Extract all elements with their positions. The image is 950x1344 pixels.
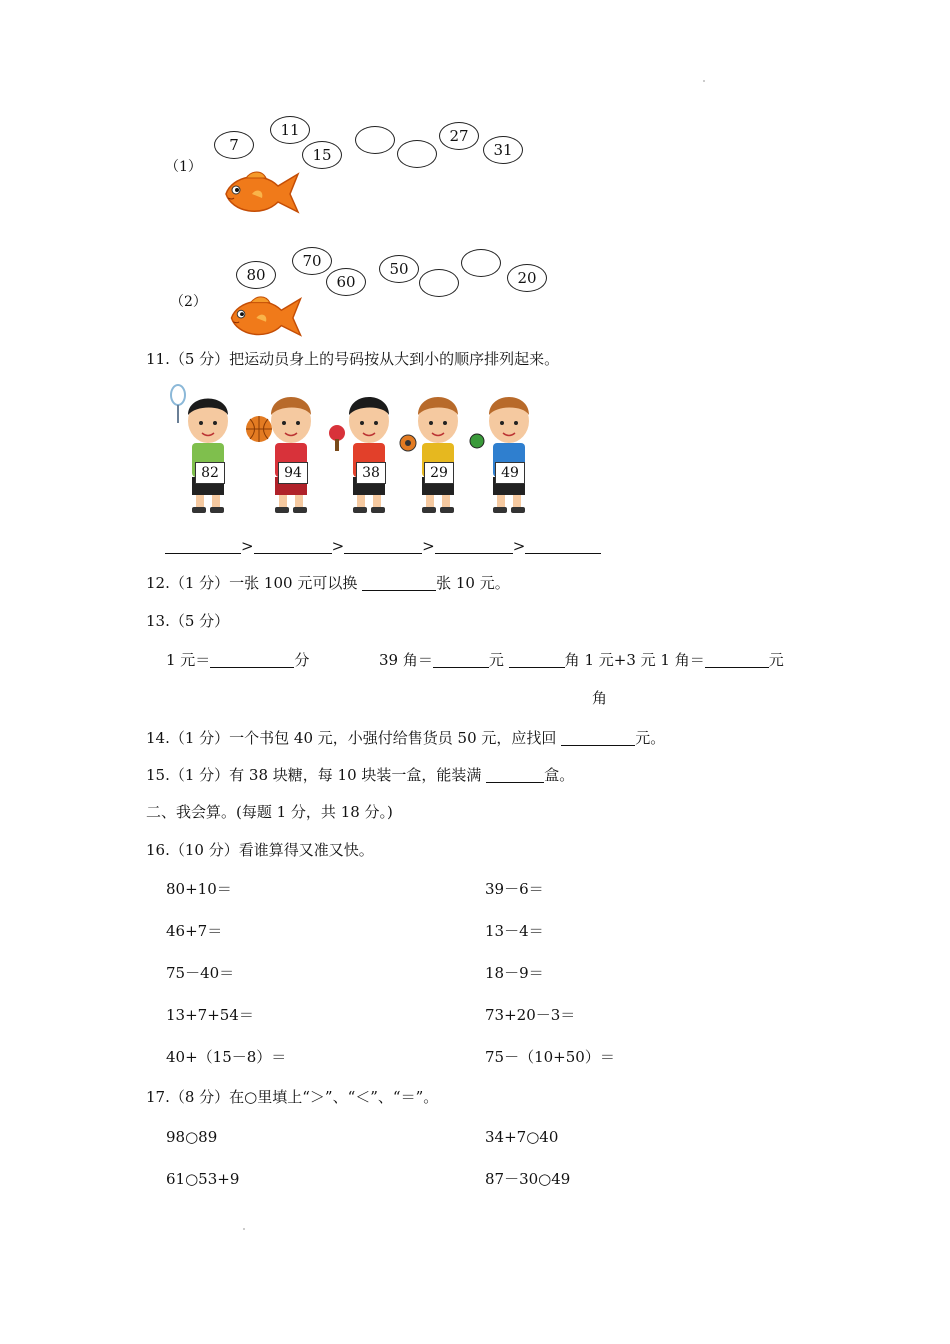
greater-than-sign: > (241, 537, 254, 555)
part1-label: （1） (165, 159, 202, 175)
answer-blank[interactable] (525, 537, 601, 554)
number-oval: 80 (236, 261, 276, 289)
answer-blank[interactable] (435, 537, 513, 554)
question-12-text: 12.（1 分）一张 100 元可以换 (146, 574, 363, 592)
answer-blank[interactable] (344, 537, 422, 554)
number-oval: 50 (379, 255, 419, 283)
compare-item: 61○53+9 (166, 1170, 240, 1188)
scan-dot (243, 1228, 245, 1230)
question-16-title: 16.（10 分）看谁算得又准又快。 (146, 841, 374, 859)
question-12 (146, 573, 510, 593)
q13b-text: 39 角＝ (379, 651, 433, 669)
answer-blank[interactable] (486, 766, 544, 783)
q13a-text: 1 元＝ (166, 651, 211, 669)
athlete-number: 82 (195, 462, 225, 484)
greater-than-sign: > (331, 537, 345, 555)
calc-item: 75－40＝ (166, 964, 235, 982)
calc-item: 39－6＝ (485, 880, 544, 898)
scan-dot (703, 80, 705, 82)
question-15-unit: 盒。 (544, 766, 575, 784)
athlete-number: 29 (424, 462, 454, 484)
question-13-title: 13.（5 分） (146, 612, 230, 630)
q13a-unit: 分 (294, 651, 310, 669)
compare-item: 87－30○49 (485, 1170, 571, 1188)
part2-label: （2） (170, 294, 207, 310)
question-14-text: 14.（1 分）一个书包 40 元，小强付给售货员 50 元，应找回 (146, 729, 562, 747)
answer-blank[interactable] (254, 537, 332, 554)
question-13a (166, 650, 309, 670)
greater-than-sign: > (512, 537, 526, 555)
question-13b (379, 650, 784, 670)
number-oval: 70 (292, 247, 332, 275)
athlete-basketball-icon (243, 383, 318, 518)
number-oval: 20 (507, 264, 547, 292)
greater-than-sign: > (422, 537, 435, 555)
question-15-text: 15.（1 分）有 38 块糖，每 10 块装一盒，能装满 (146, 766, 487, 784)
question-12-unit: 张 10 元。 (436, 574, 510, 592)
athlete-pingpong-icon (325, 383, 400, 518)
athlete-badminton-icon (166, 383, 236, 518)
q13c-unit-yuan: 元 (768, 651, 784, 669)
answer-blank[interactable] (433, 651, 489, 668)
number-oval: 11 (270, 116, 310, 144)
answer-blank[interactable] (705, 651, 769, 668)
q13b-unit-yuan: 元 (488, 651, 504, 669)
athlete-number: 94 (278, 462, 308, 484)
question-15 (146, 765, 574, 785)
calc-item: 80+10＝ (166, 880, 232, 898)
number-oval: 27 (439, 122, 479, 150)
compare-item: 34+7○40 (485, 1128, 559, 1146)
answer-blank[interactable] (210, 651, 294, 668)
question-17-title: 17.（8 分）在○里填上“＞”、“＜”、“＝”。 (146, 1088, 439, 1106)
calc-item: 75－（10+50）＝ (485, 1048, 615, 1066)
q13c-unit-jiao: 角 (592, 689, 608, 707)
goldfish-icon (222, 168, 302, 218)
calc-item: 40+（15－8）＝ (166, 1048, 287, 1066)
number-oval: 7 (214, 131, 254, 159)
athlete-number: 38 (356, 462, 386, 484)
calc-item: 46+7＝ (166, 922, 223, 940)
question-14 (146, 728, 665, 748)
athlete-number: 49 (495, 462, 525, 484)
calc-item: 73+20－3＝ (485, 1006, 576, 1024)
calc-item: 13+7+54＝ (166, 1006, 254, 1024)
calc-item: 13－4＝ (485, 922, 544, 940)
compare-item: 98○89 (166, 1128, 218, 1146)
athlete-soccer-icon (465, 383, 540, 518)
question-14-unit: 元。 (635, 729, 666, 747)
question-11-title: 11.（5 分）把运动员身上的号码按从大到小的顺序排列起来。 (146, 350, 560, 368)
blank-oval[interactable] (397, 140, 437, 168)
number-oval: 15 (302, 141, 342, 169)
blank-oval[interactable] (461, 249, 501, 277)
number-oval: 31 (483, 136, 523, 164)
answer-blank[interactable] (561, 729, 635, 746)
blank-oval[interactable] (419, 269, 459, 297)
blank-oval[interactable] (355, 126, 395, 154)
q13c-text: 1 元+3 元 1 角＝ (584, 651, 705, 669)
number-oval: 60 (326, 268, 366, 296)
q13b-unit-jiao: 角 (564, 651, 580, 669)
answer-blank[interactable] (165, 537, 241, 554)
answer-blank[interactable] (362, 574, 436, 591)
goldfish-icon (226, 293, 306, 341)
section-heading: 二、我会算。(每题 1 分，共 18 分。) (146, 803, 393, 821)
answer-blank[interactable] (509, 651, 565, 668)
athlete-ball-icon (396, 383, 471, 518)
order-answer-row (165, 536, 601, 556)
calc-item: 18－9＝ (485, 964, 544, 982)
